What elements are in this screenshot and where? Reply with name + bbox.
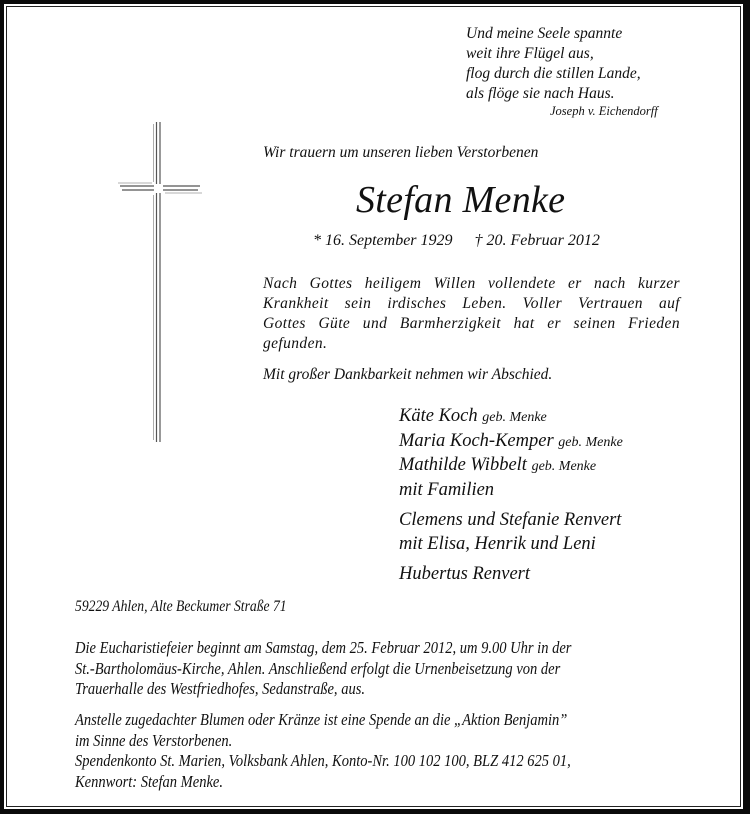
mourner-entry	[399, 454, 623, 479]
service-line: Trauerhalle des Westfriedhofes, Sedanstraße, aus.	[75, 679, 366, 698]
farewell-line: Mit großer Dankbarkeit nehmen wir Abschied.	[263, 366, 553, 383]
obituary-line: gefunden.	[263, 335, 328, 352]
poem-author: Joseph v. Eichendorff	[550, 104, 658, 118]
mourner-name: mit Familien	[399, 479, 495, 500]
poem-line: als flöge sie nach Haus.	[466, 85, 615, 102]
service-line: Die Eucharistiefeier beginnt am Samstag, dem 25. Februar 2012, um 9.00 Uhr in der	[75, 638, 572, 657]
mourner-note: geb. Menke	[531, 459, 597, 474]
mourner-note: geb. Menke	[482, 410, 547, 425]
poem-line: weit ihre Flügel aus,	[466, 45, 594, 62]
obituary-line: Krankheit sein irdisches Leben. Voller Vertrauen auf	[263, 295, 680, 312]
mourner-entry	[399, 479, 623, 503]
cross-icon	[118, 120, 203, 445]
mourners-list	[399, 405, 623, 587]
mourner-entry: Hubertus Renvert	[399, 564, 531, 584]
donation-line: Kennwort: Stefan Menke.	[75, 771, 223, 791]
poem-line: Und meine Seele spannte	[466, 25, 623, 42]
obituary-text	[263, 274, 680, 354]
mourner-entry: mit Elisa, Henrik und Leni	[399, 533, 596, 554]
donation-line: Spendenkonto St. Marien, Volksbank Ahlen, Konto-Nr. 100 102 100, BLZ 412 625 01,	[75, 751, 571, 770]
service-info	[75, 638, 571, 700]
mourner-name: Maria Koch-Kemper	[399, 430, 554, 451]
mourner-entry	[399, 405, 623, 430]
service-line: St.-Bartholomäus-Kirche, Ahlen. Anschließend erfolgt die Urnenbeisetzung von der	[75, 658, 561, 678]
deceased-name: Stefan Menke	[356, 179, 566, 221]
poem-line: flog durch die stillen Lande,	[466, 65, 641, 82]
obituary-line: Nach Gottes heiligem Willen vollendete er nach kurzer	[263, 275, 680, 292]
donation-line: Anstelle zugedachter Blumen oder Kränze ist eine Spende an die „Aktion Benjamin”	[75, 710, 568, 729]
mourner-name: Mathilde Wibbelt	[399, 455, 527, 475]
obituary-line: Gottes Güte und Barmherzigkeit hat er seinen Frieden	[263, 315, 680, 332]
mourner-name: Käte Koch	[399, 406, 478, 426]
intro-line: Wir trauern um unseren lieben Verstorbenen	[263, 144, 539, 161]
mourner-entry: Clemens und Stefanie Renvert	[399, 510, 622, 530]
poem	[466, 24, 641, 104]
donation-info	[75, 710, 571, 792]
life-dates	[313, 232, 600, 250]
mourner-note: geb. Menke	[558, 434, 623, 450]
birth-date: * 16. September 1929	[313, 232, 453, 249]
mourner-entry	[399, 430, 623, 455]
family-address: 59229 Ahlen, Alte Beckumer Straße 71	[75, 598, 287, 615]
donation-line: im Sinne des Verstorbenen.	[75, 730, 233, 750]
death-date: † 20. Februar 2012	[474, 232, 600, 249]
